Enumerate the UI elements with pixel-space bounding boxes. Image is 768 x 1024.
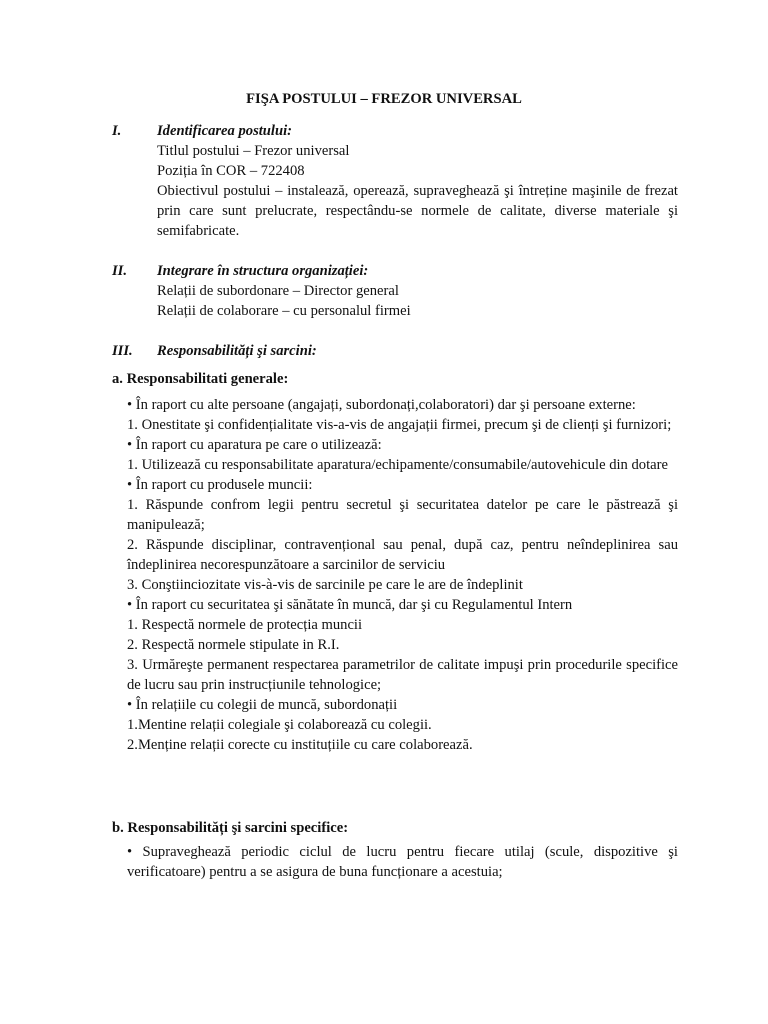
job-title-line: Titlul postului – Frezor universal (157, 143, 350, 159)
section-heading: Responsabilități şi sarcini: (157, 343, 317, 359)
general-responsibilities-list (127, 395, 678, 755)
list-item: 2. Răspunde disciplinar, contravențional sau penal, după caz, pentru neîndeplinirea sau îndeplinirea necorespunzătoare a sarcinilor de serviciu (127, 537, 678, 573)
subordination-line: Relații de subordonare – Director general (157, 283, 399, 299)
section-number: III. (112, 343, 133, 359)
section-heading: Integrare în structura organizației: (157, 263, 369, 279)
section-responsibilities (112, 341, 678, 361)
section-number: II. (112, 263, 128, 279)
list-item: 1.Mentine relații colegiale şi colaborează cu colegii. (127, 717, 432, 733)
list-item: 1. Răspunde confrom legii pentru secretul şi securitatea datelor pe care le păstrează şi manipulează; (127, 497, 678, 533)
list-item: • În relațiile cu colegii de muncă, subordonații (127, 697, 398, 713)
section-heading: Identificarea postului: (157, 123, 292, 139)
collaboration-line: Relații de colaborare – cu personalul firmei (157, 303, 411, 319)
document-title: FIŞA POSTULUI – FREZOR UNIVERSAL (246, 91, 522, 107)
section-number: I. (112, 123, 122, 139)
list-item: • În raport cu produsele muncii: (127, 477, 313, 493)
cor-position-line: Poziția în COR – 722408 (157, 163, 305, 179)
section-organization (112, 261, 678, 321)
list-item: • În raport cu alte persoane (angajați, subordonați,colaboratori) dar şi persoane externe: (127, 397, 636, 413)
general-responsibilities-heading: a. Responsabilitati generale: (112, 371, 289, 387)
list-item: 3. Conştiinciozitate vis-à-vis de sarcinile pe care le are de îndeplinit (127, 577, 523, 593)
list-item: 2.Menține relații corecte cu instituțiile cu care colaborează. (127, 737, 473, 753)
list-item: 3. Urmăreşte permanent respectarea parametrilor de calitate impuşi prin procedurile specifice de lucru sau prin instrucțiunile tehnologice; (127, 657, 678, 693)
section-identification (112, 121, 678, 241)
list-item: 1. Respectă normele de protecția muncii (127, 617, 363, 633)
list-item: • În raport cu aparatura pe care o utilizează: (127, 437, 382, 453)
list-item: 1. Onestitate şi confidențialitate vis-a-vis de angajații firmei, precum şi de clienți şi furnizori; (127, 417, 672, 433)
specific-responsibilities-heading: b. Responsabilități şi sarcini specifice: (112, 820, 349, 836)
list-item: 2. Respectă normele stipulate in R.I. (127, 637, 340, 653)
list-item: 1. Utilizează cu responsabilitate aparatura/echipamente/consumabile/autovehicule din dotare (127, 457, 668, 473)
specific-responsibilities-list (127, 842, 678, 882)
job-objective-line: Obiectivul postului – instalează, operează, supraveghează şi întreține maşinile de frezat prin care sunt prelucrate, respectându-se normele de calitate, diverse materiale şi semifabricate. (157, 183, 678, 239)
list-item: • Supraveghează periodic ciclul de lucru pentru fiecare utilaj (scule, dispozitive şi verificatoare) pentru a se asigura de buna funcționare a acestuia; (127, 844, 678, 880)
list-item: • În raport cu securitatea şi sănătate în muncă, dar şi cu Regulamentul Intern (127, 597, 573, 613)
